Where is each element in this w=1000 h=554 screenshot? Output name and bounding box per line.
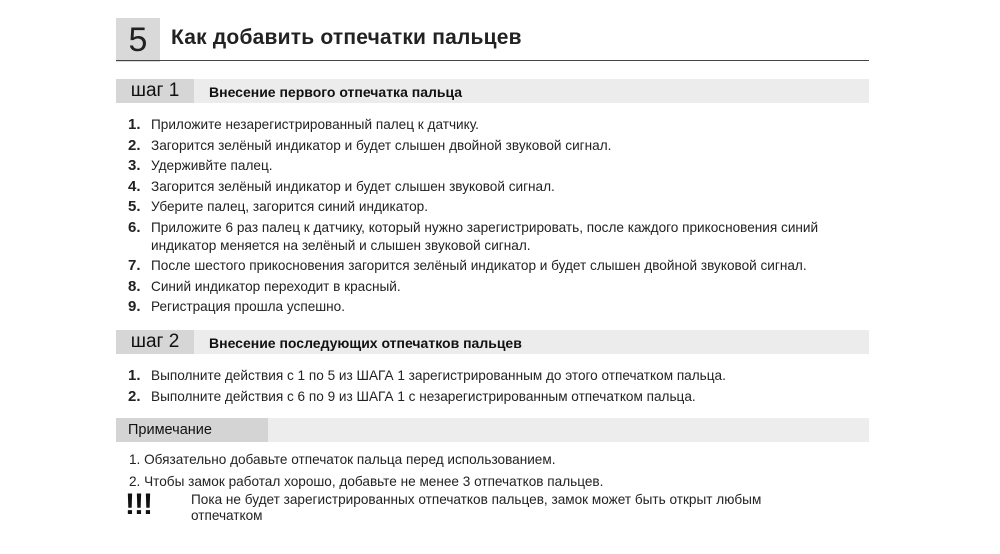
step2-header xyxy=(116,330,869,354)
item-text: Удерживйте палец. xyxy=(151,158,273,173)
item-number: 4. xyxy=(128,177,141,195)
item-number: 9. xyxy=(128,298,141,315)
item-text: Уберите палец, загорится синий индикатор. xyxy=(151,199,428,214)
warning-text: Пока не будет зарегистрированных отпечатков пальцев, замок может быть открыт любым отпечатком xyxy=(191,492,762,523)
item-text: Загорится зелёный индикатор и будет слышен звуковой сигнал. xyxy=(151,178,555,194)
section-number: 5 xyxy=(116,18,160,62)
item-number: 1. xyxy=(128,116,141,133)
item-text: Приложите незарегистрированный палец к датчику. xyxy=(151,117,479,132)
item-number: 3. xyxy=(128,157,141,174)
item-number: 1. xyxy=(128,367,141,384)
note-list xyxy=(129,449,603,493)
note-header xyxy=(116,418,869,442)
note-label: Примечание xyxy=(116,418,268,442)
item-text: Выполните действия с 1 по 5 из ШАГА 1 зарегистрированным до этого отпечатком пальца. xyxy=(151,368,726,383)
item-number: 7. xyxy=(128,257,141,274)
list-item xyxy=(128,387,871,408)
note-item: 2. Чтобы замок работал хорошо, добавьте не менее 3 отпечатков пальцев. xyxy=(129,474,604,489)
section-title: Как добавить отпечатки пальцев xyxy=(171,26,522,49)
item-text: Загорится зелёный индикатор и будет слышен двойной звуковой сигнал. xyxy=(151,137,612,153)
item-number: 8. xyxy=(128,277,141,295)
list-item xyxy=(128,177,871,198)
item-number: 2. xyxy=(128,136,141,154)
item-text: Регистрация прошла успешно. xyxy=(151,299,346,314)
step1-title: Внесение первого отпечатка пальца xyxy=(209,84,463,100)
item-number: 6. xyxy=(128,218,141,236)
step1-list xyxy=(128,115,871,318)
warning-icon: !!! xyxy=(125,488,152,521)
step1-header xyxy=(116,79,869,103)
note-item: 1. Обязательно добавьте отпечаток пальца перед использованием. xyxy=(129,452,556,467)
item-number: 2. xyxy=(128,387,141,405)
list-item xyxy=(128,197,871,218)
list-item xyxy=(128,297,871,318)
list-item xyxy=(128,366,871,387)
list-item xyxy=(128,277,871,298)
list-item xyxy=(128,218,871,257)
list-item xyxy=(128,156,871,177)
list-item xyxy=(128,136,871,157)
item-text: После шестого прикосновения загорится зелёный индикатор и будет слышен двойной звуковой сигнал. xyxy=(151,258,807,273)
list-item xyxy=(128,256,871,277)
step2-label: шаг 2 xyxy=(116,330,194,354)
item-text: Выполните действия с 6 по 9 из ШАГА 1 с незарегистрированным отпечатком пальца. xyxy=(151,388,696,404)
list-item xyxy=(128,115,871,136)
step1-label: шаг 1 xyxy=(116,79,194,103)
section-divider xyxy=(116,60,869,61)
item-text: Приложите 6 раз палец к датчику, который нужно зарегистрировать, после каждого прикосновения синий индикатор меняется на зелёный и слышен звуковой сигнал. xyxy=(151,219,819,253)
step2-title: Внесение последующих отпечатков пальцев xyxy=(209,335,522,351)
item-text: Синий индикатор переходит в красный. xyxy=(151,278,401,294)
step2-list xyxy=(128,366,871,407)
item-number: 5. xyxy=(128,198,141,215)
